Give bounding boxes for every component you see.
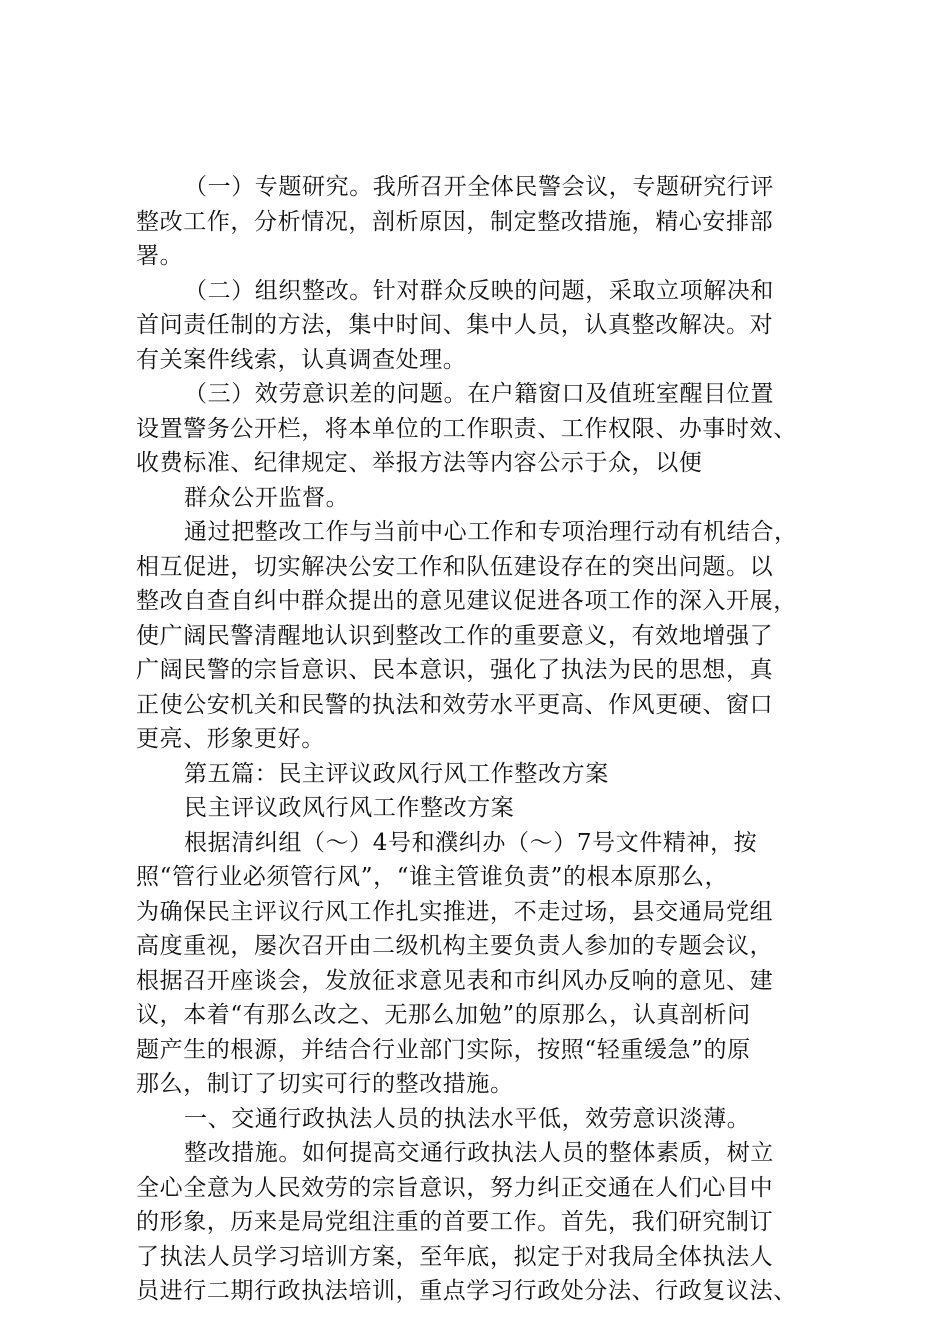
text-line: 相互促进，切实解决公安工作和队伍建设存在的突出问题。以 [136, 553, 774, 580]
text-line: 首问责任制的方法，集中时间、集中人员，认真整改解决。对 [136, 312, 774, 338]
text-line: 员进行二期行政执法培训，重点学习行政处分法、行政复议法、 [136, 1278, 797, 1304]
text-line: 通过把整改工作与当前中心工作和专项治理行动有机结合， [184, 519, 798, 545]
text-line: 整改措施。如何提高交通行政执法人员的整体素质，树立 [184, 1140, 774, 1166]
text-line: 那么，制订了切实可行的整改措施。 [136, 1071, 514, 1097]
text-line: 照“管行业必须管行风”，“谁主管谁负责”的根本原那么， [136, 864, 729, 890]
text-line: （三）效劳意识差的问题。在户籍窗口及值班室醒目位置 [184, 381, 774, 407]
text-line: 根据召开座谈会，发放征求意见表和市纠风办反响的意见、建 [136, 967, 774, 994]
document-body [136, 170, 836, 1309]
text-line: 的形象，历来是局党组注重的首要工作。首先，我们研究制订 [136, 1209, 774, 1235]
text-line: 使广阔民警清醒地认识到整改工作的重要意义，有效地增强了 [136, 622, 774, 649]
text-line: 设置警务公开栏，将本单位的工作职责、工作权限、办事时效、 [136, 415, 797, 442]
text-line: 民主评议政风行风工作整改方案 [184, 795, 515, 821]
text-line: 正使公安机关和民警的执法和效劳水平更高、作风更硬、窗口 [136, 691, 774, 718]
text-line: 广阔民警的宗旨意识、民本意识，强化了执法为民的思想，真 [136, 657, 774, 683]
text-line: 署。 [136, 243, 184, 269]
text-line: 更亮、形象更好。 [136, 726, 325, 752]
text-line: 收费标准、纪律规定、举报方法等内容公示于众，以便 [136, 450, 703, 476]
text-line: （二）组织整改。针对群众反映的问题，采取立项解决和 [184, 277, 774, 304]
text-line: 高度重视，屡次召开由二级机构主要负责人参加的专题会议， [136, 933, 774, 959]
text-line: 议，本着“有那么改之、无那么加勉”的原那么，认真剖析问 [136, 1002, 751, 1028]
text-line: （一）专题研究。我所召开全体民警会议，专题研究行评 [184, 174, 774, 200]
text-line: 整改自查自纠中群众提出的意见建议促进各项工作的深入开展， [136, 588, 797, 614]
text-line: 了执法人员学习培训方案，至年底，拟定于对我局全体执法人 [136, 1243, 774, 1270]
text-line: 题产生的根源，并结合行业部门实际，按照“轻重缓急”的原 [136, 1036, 751, 1063]
text-line: 根据清纠组（～）4号和濮纠办（～）7号文件精神，按 [184, 829, 758, 856]
text-line: 一、交通行政执法人员的执法水平低，效劳意识淡薄。 [184, 1105, 751, 1132]
text-line: 整改工作，分析情况，剖析原因，制定整改措施，精心安排部 [136, 208, 774, 235]
text-line: 群众公开监督。 [184, 484, 350, 511]
text-line: 为确保民主评议行风工作扎实推进，不走过场，县交通局党组 [136, 898, 774, 925]
text-line: 第五篇：民主评议政风行风工作整改方案 [184, 760, 609, 787]
text-line: 有关案件线索，认真调查处理。 [136, 346, 467, 373]
text-line: 全心全意为人民效劳的宗旨意识，努力纠正交通在人们心目中 [136, 1174, 774, 1201]
